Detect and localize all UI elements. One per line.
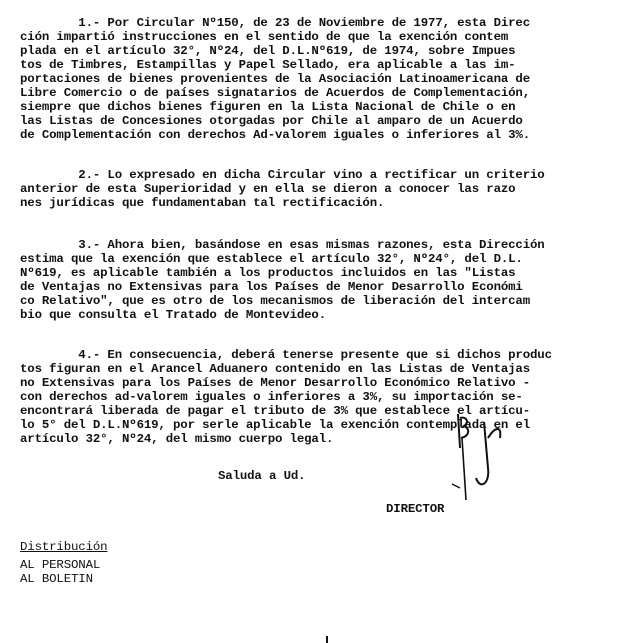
text-line: no Extensivas para los Países de Menor Desarrollo Económico Relativo - xyxy=(20,376,530,390)
signature-icon xyxy=(440,408,520,508)
text-line: tos figuran en el Arancel Aduanero contenido en las Listas de Ventajas xyxy=(20,362,530,376)
text-line: 2.- Lo expresado en dicha Circular vino a rectificar un criterio xyxy=(20,168,545,182)
text-line: Nº619, es aplicable también a los productos incluidos en las "Listas xyxy=(20,266,516,280)
text-line: las Listas de Concesiones otorgadas por Chile al amparo de un Acuerdo xyxy=(20,114,523,128)
text-line: Libre Comercio o de países signatarios de Acuerdos de Complementación, xyxy=(20,86,530,100)
text-line: tos de Timbres, Estampillas y Papel Sellado, era aplicable a las im- xyxy=(20,58,516,72)
text-line: de Ventajas no Extensivas para los Países de Menor Desarrollo Económi xyxy=(20,280,523,294)
distribution-heading: Distribución xyxy=(20,540,108,554)
text-line: bio que consulta el Tratado de Montevideo. xyxy=(20,308,326,322)
text-line: estima que la exención que establece el artículo 32°, Nº24°, del D.L. xyxy=(20,252,523,266)
text-line: con derechos ad-valorem iguales o inferiores a 3%, su importación se- xyxy=(20,390,523,404)
text-line: siempre que dichos bienes figuren en la Lista Nacional de Chile o en xyxy=(20,100,516,114)
text-line: 1.- Por Circular Nº150, de 23 de Noviembre de 1977, esta Direc xyxy=(20,16,530,30)
text-line: nes jurídicas que fundamentaban tal rectificación. xyxy=(20,196,385,210)
text-line: ción impartió instrucciones en el sentido de que la exención contem xyxy=(20,30,509,44)
text-line: artículo 32°, Nº24, del mismo cuerpo legal. xyxy=(20,432,334,446)
closing-salutation: Saluda a Ud. xyxy=(218,469,306,483)
text-line: plada en el artículo 32°, Nº24, del D.L.Nº619, de 1974, sobre Impues xyxy=(20,44,516,58)
text-line: encontrará liberada de pagar el tributo de 3% que establece el artícu- xyxy=(20,404,530,418)
distribution-item: AL BOLETIN xyxy=(20,572,93,586)
page-mark xyxy=(326,636,328,643)
signatory-title: DIRECTOR xyxy=(386,502,445,516)
text-line: co Relativo", que es otro de los mecanismos de liberación del intercam xyxy=(20,294,530,308)
text-line: 3.- Ahora bien, basándose en esas mismas razones, esta Dirección xyxy=(20,238,545,252)
text-line: portaciones de bienes provenientes de la Asociación Latinoamericana de xyxy=(20,72,530,86)
distribution-item: AL PERSONAL xyxy=(20,558,101,572)
text-line: lo 5° del D.L.Nº619, por serle aplicable la exención contemplada en el xyxy=(20,418,530,432)
text-line: de Complementación con derechos Ad-valorem iguales o inferiores al 3%. xyxy=(20,128,530,142)
text-line: 4.- En consecuencia, deberá tenerse presente que si dichos produc xyxy=(20,348,552,362)
text-line: anterior de esta Superioridad y en ella se dieron a conocer las razo xyxy=(20,182,516,196)
